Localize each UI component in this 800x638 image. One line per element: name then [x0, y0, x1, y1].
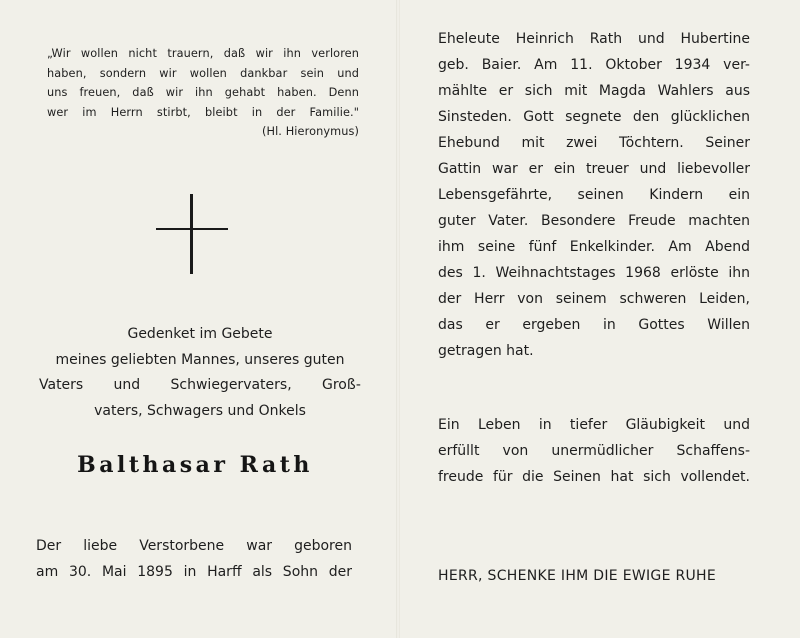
bio-line: Sinsteden. Gott segnete den glücklichen [438, 109, 750, 125]
cross-vertical-bar [190, 194, 193, 274]
bio-line: ihm seine fünf Enkelkinder. Am Abend [438, 239, 750, 255]
right-page [400, 0, 800, 638]
bio-line: das er ergeben in Gottes Willen [438, 317, 750, 333]
quote-line: wer im Herrn stirbt, bleibt in der Familie." [47, 105, 359, 119]
quote-line: uns freuen, daß wir ihn gehabt haben. Denn [47, 86, 359, 99]
bio-line: der Herr von seinem schweren Leiden, [438, 291, 750, 307]
memorial-line: vaters, Schwagers und Onkels [94, 402, 306, 419]
faith-text [438, 412, 750, 490]
cross-horizontal-bar [156, 228, 228, 230]
birth-text [36, 533, 352, 585]
memorial-line: Gedenket im Gebete [127, 326, 273, 342]
bio-line: Ehebund mit zwei Töchtern. Seiner [438, 135, 750, 151]
quote-block [47, 44, 359, 142]
memorial-text [30, 322, 370, 424]
bio-line: mählte er sich mit Magda Wahlers aus [438, 83, 750, 99]
bio-line: Lebensgefährte, seinen Kindern ein [438, 187, 750, 203]
left-page [0, 0, 396, 638]
bio-line: guter Vater. Besondere Freude machten [438, 213, 750, 229]
quote-line: haben, sondern wir wollen dankbar sein und [47, 66, 359, 80]
memorial-line: meines geliebten Mannes, unseres guten [55, 351, 345, 368]
faith-line: Ein Leben in tiefer Gläubigkeit und [438, 417, 750, 433]
bio-line: geb. Baier. Am 11. Oktober 1934 ver- [438, 57, 750, 73]
cross-icon [156, 194, 228, 274]
bio-line: Gattin war er ein treuer und liebevoller [438, 161, 750, 177]
quote-attribution: (Hl. Hieronymus) [261, 125, 359, 138]
bio-line: Eheleute Heinrich Rath und Hubertine [438, 31, 750, 47]
faith-line: erfüllt von unermüdlicher Schaffens- [438, 443, 750, 459]
bio-line: getragen hat. [438, 343, 534, 359]
biography-text [438, 26, 750, 364]
faith-line: freude für die Seinen hat sich vollendet. [438, 469, 750, 485]
birth-line: Der liebe Verstorbene war geboren [36, 538, 352, 554]
memorial-line: Vaters und Schwiegervaters, Groß- [39, 377, 361, 393]
bio-line: des 1. Weihnachtstages 1968 erlöste ihn [438, 265, 750, 281]
quote-line: „Wir wollen nicht trauern, daß wir ihn verloren [47, 47, 359, 60]
birth-line: am 30. Mai 1895 in Harff als Sohn der [36, 564, 352, 580]
closing-prayer: HERR, SCHENKE IHM DIE EWIGE RUHE [438, 568, 717, 584]
deceased-name: Balthasar Rath [77, 452, 313, 478]
